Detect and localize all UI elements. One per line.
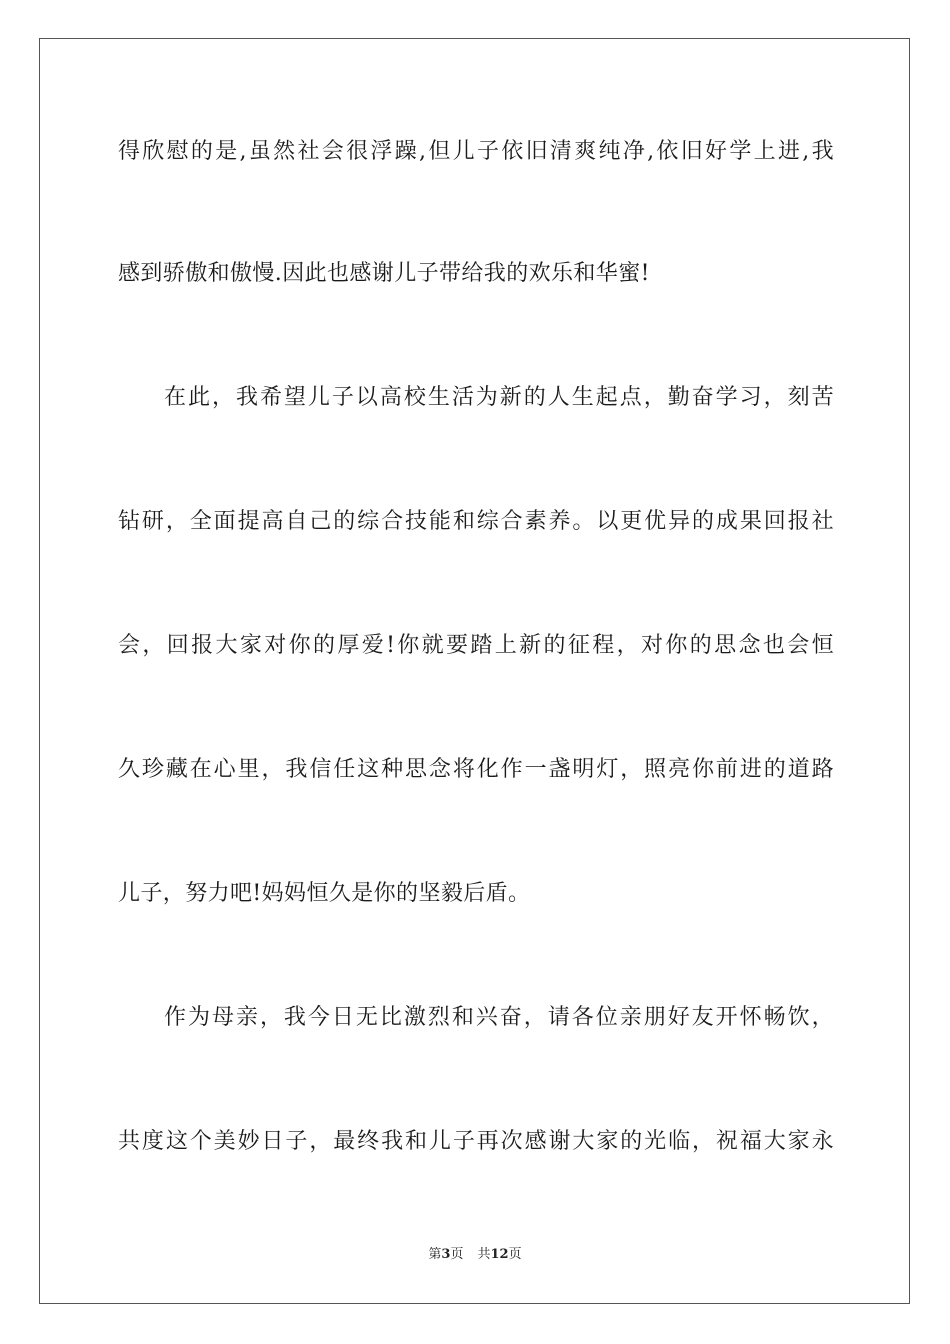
page-border <box>39 38 910 1304</box>
page-number: 3 <box>441 1247 451 1262</box>
page-footer <box>0 1246 950 1264</box>
total-pages: 12 <box>490 1247 509 1262</box>
text-line-6: 久珍藏在心里，我信任这种思念将化作一盏明灯，照亮你前进的道路 <box>118 757 834 782</box>
page-prefix: 第 <box>428 1247 442 1262</box>
text-line-5: 会，回报大家对你的厚爱!你就要踏上新的征程，对你的思念也会恒 <box>118 633 834 658</box>
total-suffix: 页 <box>508 1247 522 1262</box>
page-suffix: 页 <box>450 1247 464 1262</box>
text-line-2: 感到骄傲和傲慢.因此也感谢儿子带给我的欢乐和华蜜! <box>118 261 650 286</box>
text-line-3: 在此，我希望儿子以高校生活为新的人生起点，勤奋学习，刻苦 <box>164 385 834 410</box>
text-line-9: 共度这个美妙日子，最终我和儿子再次感谢大家的光临，祝福大家永 <box>118 1129 834 1154</box>
text-line-1: 得欣慰的是,虽然社会很浮躁,但儿子依旧清爽纯净,依旧好学上进,我 <box>118 139 834 164</box>
text-line-8: 作为母亲，我今日无比激烈和兴奋，请各位亲朋好友开怀畅饮， <box>164 1005 834 1030</box>
text-line-7: 儿子，努力吧!妈妈恒久是你的坚毅后盾。 <box>118 881 531 906</box>
text-line-4: 钻研，全面提高自己的综合技能和综合素养。以更优异的成果回报社 <box>118 509 834 534</box>
total-prefix: 共 <box>477 1247 491 1262</box>
